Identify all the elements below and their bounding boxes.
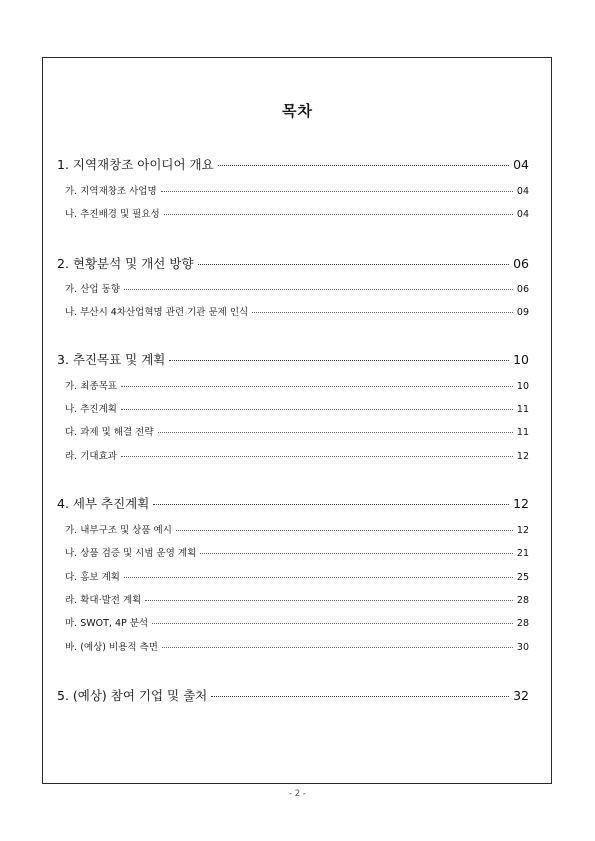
dot-leader <box>121 386 513 387</box>
toc-page-number: 12 <box>516 525 529 536</box>
toc-section-2[interactable] <box>57 254 529 272</box>
toc-page-number: 10 <box>516 381 529 392</box>
toc-item-label: 바. (예상) 비용적 측면 <box>65 642 158 653</box>
toc-item-4c[interactable] <box>65 569 529 583</box>
dot-leader <box>169 360 509 361</box>
dot-leader <box>124 289 513 290</box>
toc-page-number: 04 <box>516 186 529 197</box>
toc-item-3c[interactable] <box>65 424 529 438</box>
toc-page-number: 09 <box>516 307 529 318</box>
toc-item-1b[interactable] <box>65 206 529 220</box>
dot-leader <box>158 432 513 433</box>
toc-item-4e[interactable] <box>65 615 529 629</box>
toc-item-label: 나. 상품 검증 및 시범 운영 계획 <box>65 548 197 559</box>
toc-section-label: 4. 세부 추진계획 <box>57 496 150 511</box>
toc-item-4d[interactable] <box>65 592 529 606</box>
dot-leader <box>252 312 513 313</box>
toc-section-label: 2. 현황분석 및 개선 방향 <box>57 256 194 271</box>
toc-page-number: 12 <box>513 496 529 511</box>
toc-item-4f[interactable] <box>65 639 529 653</box>
toc-item-label: 나. 추진배경 및 필요성 <box>65 209 160 220</box>
toc-page-number: 04 <box>513 157 529 172</box>
toc-item-label: 나. 부산시 4차산업혁명 관련 기관 문제 인식 <box>65 307 249 318</box>
toc-section-label: 5. (예상) 참여 기업 및 출처 <box>57 688 208 703</box>
toc-item-label: 라. 확대·발전 계획 <box>65 595 142 606</box>
dot-leader <box>121 456 513 457</box>
toc-item-3a[interactable] <box>65 378 529 392</box>
dot-leader <box>164 214 513 215</box>
toc-title: 목차 <box>282 102 313 120</box>
toc-item-label: 가. 최종목표 <box>65 381 117 392</box>
toc-page-number: 25 <box>516 572 529 583</box>
toc-page-number: 32 <box>513 688 529 703</box>
toc-item-label: 가. 내부구조 및 상품 예시 <box>65 525 172 536</box>
toc-item-3b[interactable] <box>65 401 529 415</box>
footer-page-number: - 2 - <box>289 789 306 799</box>
dot-leader <box>162 647 513 648</box>
toc-section-4[interactable] <box>57 494 529 512</box>
toc-page-number: 21 <box>516 548 529 559</box>
dot-leader <box>211 696 509 697</box>
toc-section-3[interactable] <box>57 350 529 368</box>
dot-leader <box>161 191 513 192</box>
toc-page-number: 11 <box>516 404 529 415</box>
toc-item-1a[interactable] <box>65 183 529 197</box>
toc-item-label: 다. 홍보 계획 <box>65 572 120 583</box>
dot-leader <box>218 165 509 166</box>
toc-page-number: 11 <box>516 427 529 438</box>
toc-item-label: 가. 지역재창조 사업명 <box>65 186 157 197</box>
toc-section-5[interactable] <box>57 686 529 704</box>
toc-item-label: 마. SWOT, 4P 분석 <box>65 618 149 629</box>
dot-leader <box>198 264 510 265</box>
toc-section-label: 3. 추진목표 및 계획 <box>57 352 166 367</box>
toc-page-number: 10 <box>513 352 529 367</box>
dot-leader <box>152 623 513 624</box>
toc-page-number: 30 <box>516 642 529 653</box>
toc-item-label: 가. 산업 동향 <box>65 284 120 295</box>
dot-leader <box>121 409 513 410</box>
toc-section-1[interactable] <box>57 155 529 173</box>
toc-item-label: 나. 추진계획 <box>65 404 117 415</box>
dot-leader <box>200 553 513 554</box>
toc-item-2b[interactable] <box>65 304 529 318</box>
toc-page-number: 12 <box>516 451 529 462</box>
dot-leader <box>124 577 513 578</box>
toc-section-label: 1. 지역재창조 아이디어 개요 <box>57 157 214 172</box>
toc-page-number: 28 <box>516 595 529 606</box>
toc-page-number: 28 <box>516 618 529 629</box>
dot-leader <box>176 530 513 531</box>
dot-leader <box>145 600 513 601</box>
toc-item-label: 다. 과제 및 해결 전략 <box>65 427 154 438</box>
toc-item-4b[interactable] <box>65 545 529 559</box>
toc-item-label: 라. 기대효과 <box>65 451 117 462</box>
dot-leader <box>153 504 509 505</box>
toc-item-3d[interactable] <box>65 448 529 462</box>
toc-item-4a[interactable] <box>65 522 529 536</box>
toc-item-2a[interactable] <box>65 281 529 295</box>
toc-page-number: 06 <box>516 284 529 295</box>
toc-page-number: 06 <box>513 256 529 271</box>
toc-page-number: 04 <box>516 209 529 220</box>
